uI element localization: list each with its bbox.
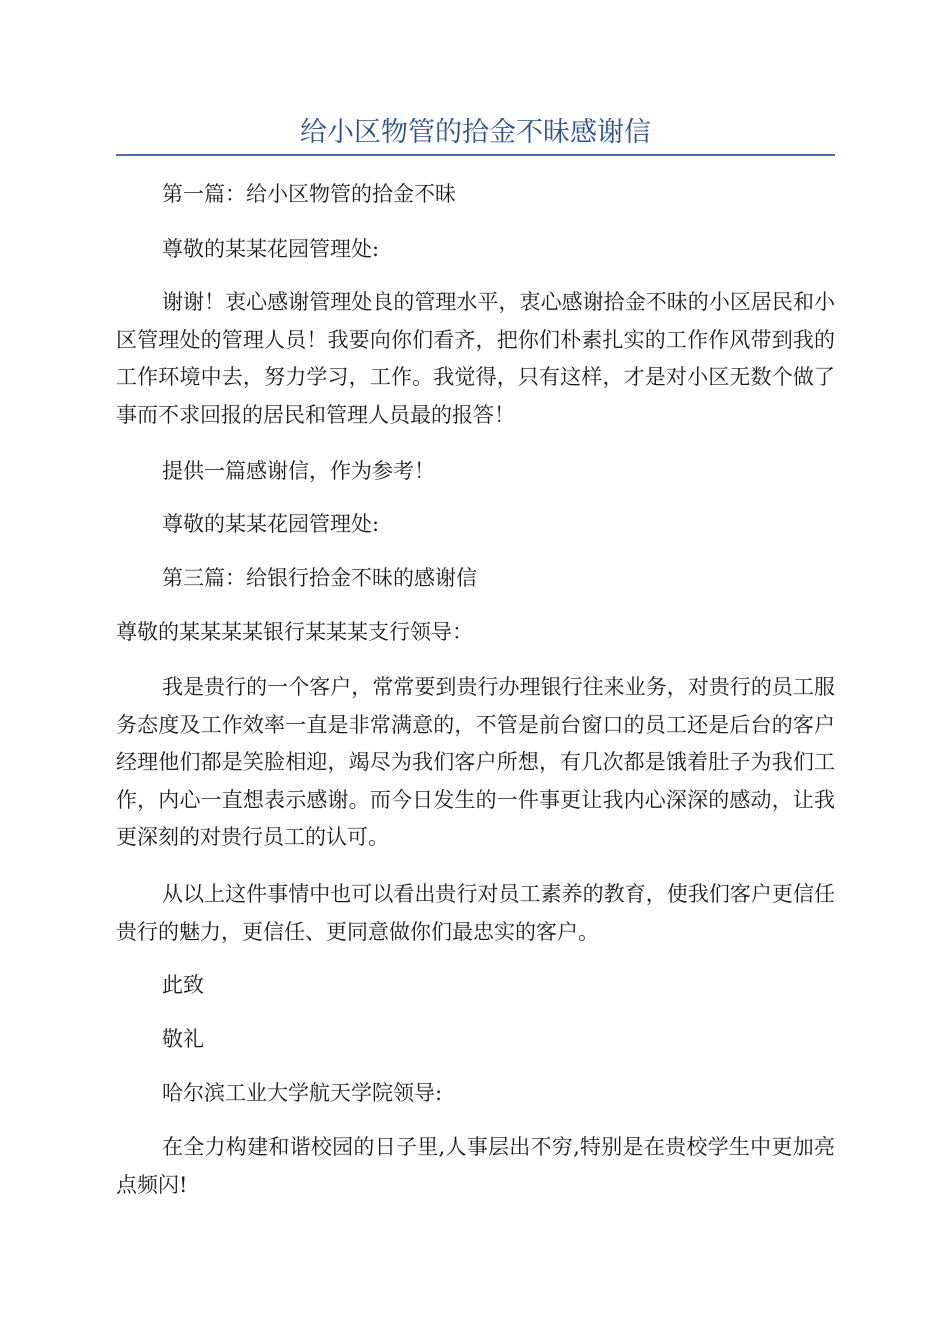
paragraph-salutation-2: 尊敬的某某花园管理处: [162, 512, 380, 536]
paragraph-bank-conclusion: 从以上这件事情中也可以看出贵行对员工素养的教育，使我们客户更信任贵行的魅力，更信任、更同意做你们最忠实的客户。 [116, 882, 835, 944]
paragraph-salutation-1: 尊敬的某某花园管理处: [162, 237, 380, 261]
document-title: 给小区物管的拾金不昧感谢信 [300, 117, 651, 148]
title-underline [116, 154, 835, 156]
paragraph-thanks: 谢谢！衷心感谢管理处良的管理水平，衷心感谢拾金不昧的小区居民和小区管理处的管理人员！我要向你们看齐，把你们朴素扎实的工作作风带到我的工作环境中去，努力学习，工作。我觉得，只有这样，才是对小区无数个做了事而不求回报的居民和管理人员最的报答！ [116, 290, 835, 427]
paragraph-bank-body: 我是贵行的一个客户，常常要到贵行办理银行往来业务，对贵行的员工服务态度及工作效率一直是非常满意的，不管是前台窗口的员工还是后台的客户经理他们都是笑脸相迎，竭尽为我们客户所想，有几次都是饿着肚子为我们工作，内心一直想表示感谢。而今日发生的一件事更让我内心深深的感动，让我更深刻的对贵行员工的认可。 [116, 675, 835, 849]
paragraph-reference: 提供一篇感谢信，作为参考！ [162, 459, 435, 483]
paragraph-closing-2: 敬礼 [162, 1027, 204, 1051]
paragraph-first-heading: 第一篇：给小区物管的拾金不昧 [162, 182, 456, 206]
paragraph-university-body: 在全力构建和谐校园的日子里,人事层出不穷,特别是在贵校学生中更加亮点频闪! [116, 1135, 835, 1197]
paragraph-university-salutation: 哈尔滨工业大学航天学院领导: [162, 1081, 443, 1105]
paragraph-third-heading: 第三篇：给银行拾金不昧的感谢信 [162, 566, 477, 590]
paragraph-bank-salutation: 尊敬的某某某某银行某某某支行领导： [116, 620, 473, 644]
paragraph-closing-1: 此致 [162, 973, 204, 997]
